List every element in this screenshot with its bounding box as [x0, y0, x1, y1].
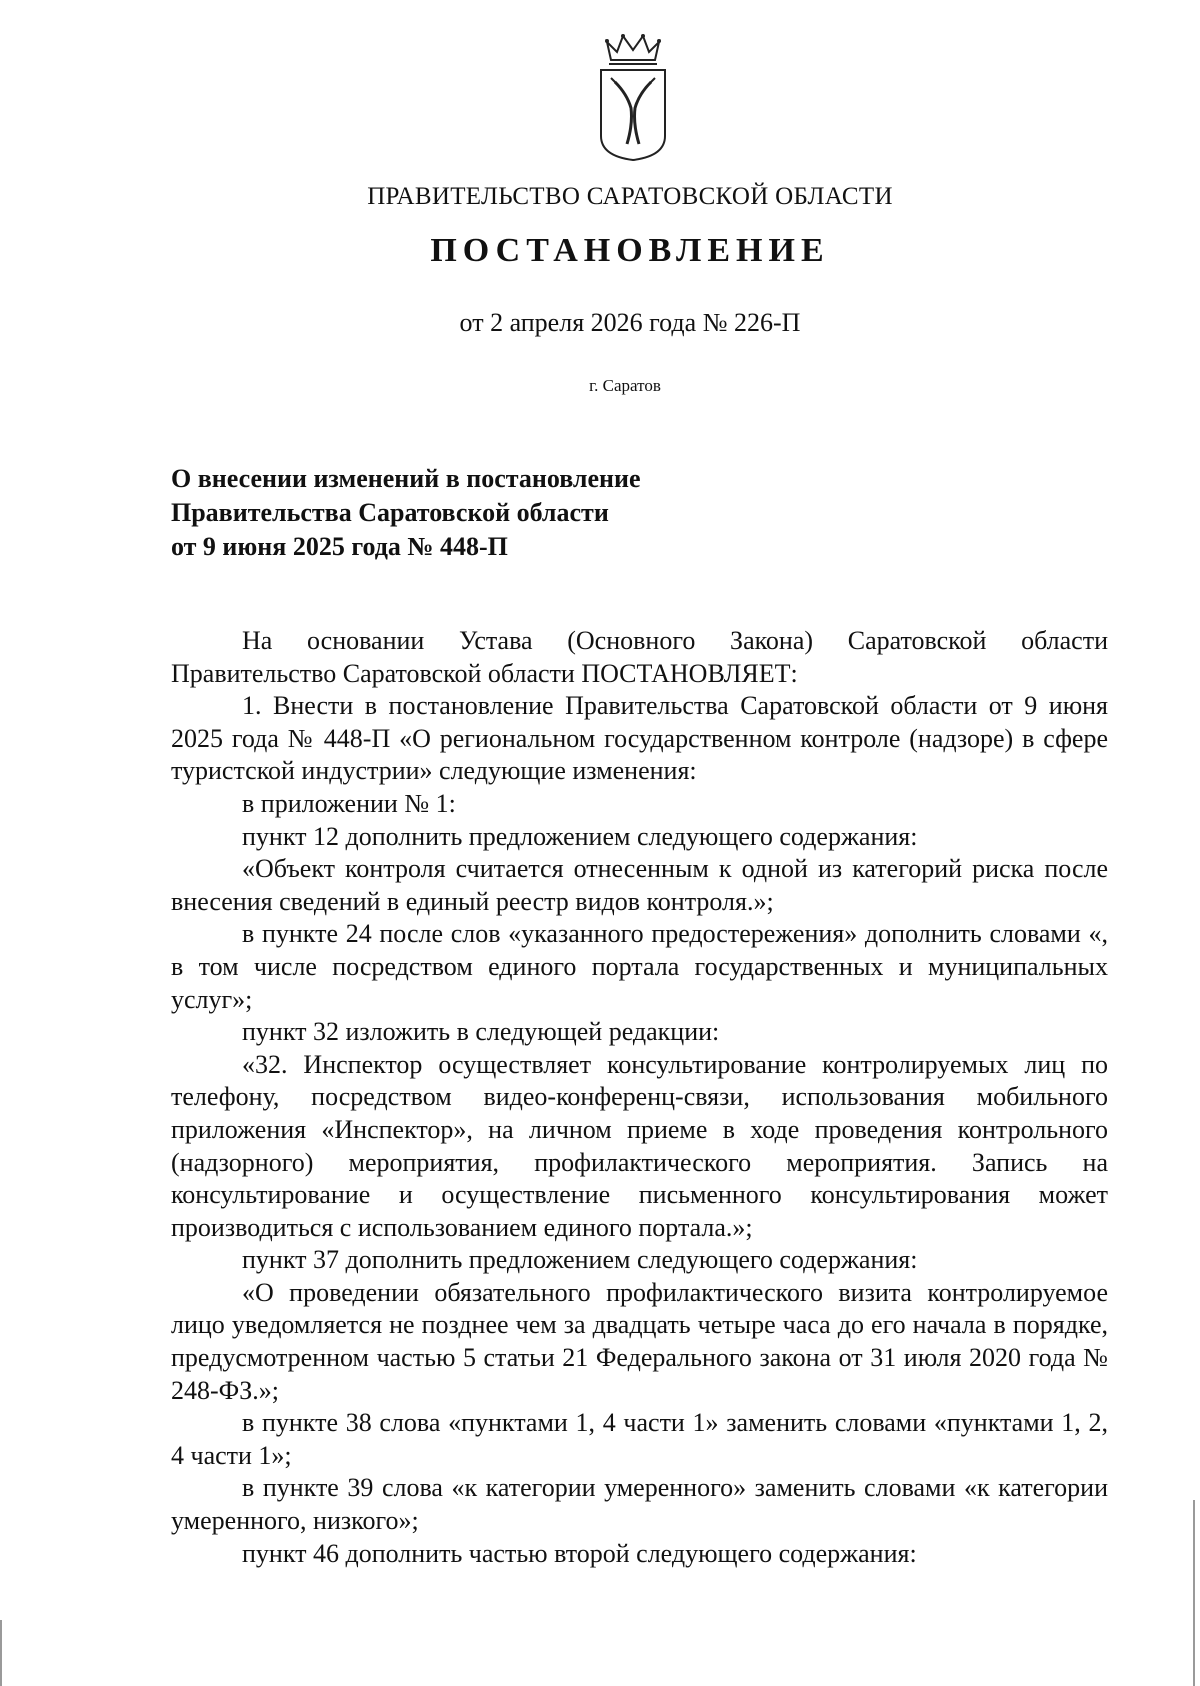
- subject-line: от 9 июня 2025 года № 448-П: [171, 532, 508, 561]
- scan-edge-mark: [1193, 1500, 1195, 1686]
- paragraph: в приложении № 1:: [242, 788, 456, 818]
- paragraph: в пункте 39 слова «к категории умеренного» заменить словами «к категории умеренного, низкого»;: [171, 1473, 1108, 1536]
- paragraph: 1. Внести в постановление Правительства Саратовской области от 9 июня 2025 года № 448-П «О региональном государственном контроле (надзоре) в сфере туристской индустрии» следующие изменения:: [171, 691, 1108, 786]
- paragraph: пункт 46 дополнить частью второй следующего содержания:: [242, 1538, 917, 1568]
- paragraph: «О проведении обязательного профилактического визита контролируемое лицо уведомляется не позднее чем за двадцать четыре часа до его начала в порядке, предусмотренном частью 5 статьи 21 Федерального закона от 31 июля 2020 года № 248-ФЗ.»;: [171, 1277, 1108, 1405]
- subject-line: О внесении изменений в постановление: [171, 464, 641, 493]
- government-name: ПРАВИТЕЛЬСТВО САРАТОВСКОЙ ОБЛАСТИ: [367, 183, 893, 210]
- paragraph: На основании Устава (Основного Закона) Саратовской области Правительство Саратовской области ПОСТАНОВЛЯЕТ:: [171, 626, 1108, 688]
- paragraph: «Объект контроля считается отнесенным к одной из категорий риска после внесения сведений в единый реестр видов контроля.»;: [171, 854, 1108, 916]
- document-type: ПОСТАНОВЛЕНИЕ: [430, 232, 830, 269]
- saratov-coat-of-arms-icon: [593, 32, 673, 162]
- paragraph: «32. Инспектор осуществляет консультирование контролируемых лиц по телефону, посредством видео-конференц-связи, использования мобильного приложения «Инспектор», на личном приеме в ходе проведения контрольного (надзорного) мероприятия, профилактического мероприятия. Запись на консультирование и осуществление письменного консультирования может производиться с использованием единого портала.»;: [171, 1049, 1108, 1242]
- document-city: г. Саратов: [589, 376, 661, 395]
- paragraph: в пункте 38 слова «пунктами 1, 4 части 1» заменить словами «пунктами 1, 2, 4 части 1»;: [171, 1408, 1108, 1470]
- paragraph: пункт 32 изложить в следующей редакции:: [242, 1017, 720, 1047]
- scan-edge-mark: [0, 1620, 2, 1686]
- paragraph: в пункте 24 после слов «указанного предостережения» дополнить словами «, в том числе посредством единого портала государственных и муниципальных услуг»;: [171, 919, 1108, 1014]
- paragraph: пункт 12 дополнить предложением следующего содержания:: [242, 821, 918, 851]
- paragraph: пункт 37 дополнить предложением следующего содержания:: [242, 1245, 918, 1275]
- document-body: [171, 625, 1108, 1570]
- document-date-number: от 2 апреля 2026 года № 226-П: [459, 308, 801, 337]
- subject-line: Правительства Саратовской области: [171, 498, 609, 527]
- document-subject: [171, 462, 871, 564]
